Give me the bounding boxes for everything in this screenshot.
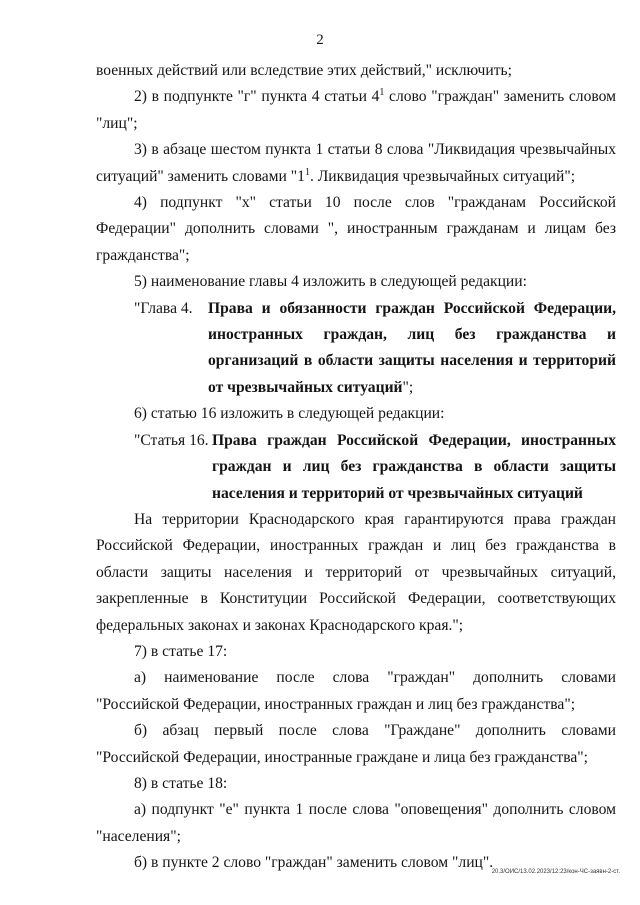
chapter-4-title-text: Права и обязанности граждан Российской Федерации, иностранных граждан, лиц без гражданства и организаций в области защиты населения и территорий от чрезвычайных ситуаций xyxy=(208,299,616,396)
article-16-label: "Статья 16. xyxy=(134,431,209,449)
paragraph-item-5: 5) наименование главы 4 изложить в следующей редакции: xyxy=(134,273,527,291)
superscript-ref: 1 xyxy=(304,166,310,178)
paragraph-item-3-text-b: . Ликвидация чрезвычайных ситуаций"; xyxy=(309,167,576,185)
paragraph-item-6: 6) статью 16 изложить в следующей редакции: xyxy=(134,405,445,423)
paragraph-article-16-body: На территории Краснодарского края гарантируются права граждан Российской Федерации, иностранных граждан и лиц без гражданства в области защиты населения и территорий от чрезвычайных ситуаций, закрепленные в Конституции Российской Федерации, соответствующих федеральных законах и законах Краснодарского края."; xyxy=(96,510,616,634)
chapter-4-title xyxy=(208,296,616,402)
paragraph-item-7: 7) в статье 17: xyxy=(134,642,228,660)
paragraph-item-2-text-b: слово "граждан" заменить словом "лиц"; xyxy=(96,88,616,132)
superscript-ref: 1 xyxy=(379,87,385,99)
paragraph-item-2 xyxy=(96,84,616,137)
paragraph-item-8a: а) подпункт "е" пункта 1 после слова "оповещения" дополнить словом "населения"; xyxy=(96,801,616,845)
paragraph-item-3 xyxy=(96,137,616,190)
paragraph-item-7b: б) абзац первый после слова "Граждане" дополнить словами "Российской Федерации, иностранные граждане и лица без гражданства"; xyxy=(96,722,616,766)
paragraph-continuation: военных действий или вследствие этих действий," исключить; xyxy=(96,62,512,79)
chapter-4-heading xyxy=(96,296,616,402)
chapter-4-label: "Глава 4. xyxy=(134,299,193,317)
chapter-4-title-tail: "; xyxy=(402,378,414,396)
paragraph-item-3-text-a: 3) в абзаце шестом пункта 1 статьи 8 слова "Ликвидация чрезвычайных ситуаций" заменить словами "1 xyxy=(96,141,616,185)
paragraph-item-4: 4) подпункт "х" статьи 10 после слов "гражданам Российской Федерации" дополнить словами ", иностранным гражданам и лицам без гражданства"; xyxy=(96,194,616,264)
paragraph-item-7a: а) наименование после слова "граждан" дополнить словами "Российской Федерации, иностранных граждан и лиц без гражданства"; xyxy=(96,669,616,713)
paragraph-item-8b: б) в пункте 2 слово "граждан" заменить словом "лиц". xyxy=(134,854,494,872)
paragraph-item-2-text-a: 2) в подпункте "г" пункта 4 статьи 4 xyxy=(134,88,380,106)
paragraph-item-8: 8) в статье 18: xyxy=(134,774,228,792)
article-16-heading xyxy=(96,428,616,507)
article-16-title: Права граждан Российской Федерации, иностранных граждан и лиц без гражданства в области защиты населения и территорий от чрезвычайных ситуаций xyxy=(212,431,616,502)
page-number: 2 xyxy=(316,32,324,48)
document-body xyxy=(96,58,616,877)
document-footer-code: 20.3/ОИС/13.02.2023/12:23/кон-ЧС-заявн-2-ст. xyxy=(491,869,620,875)
